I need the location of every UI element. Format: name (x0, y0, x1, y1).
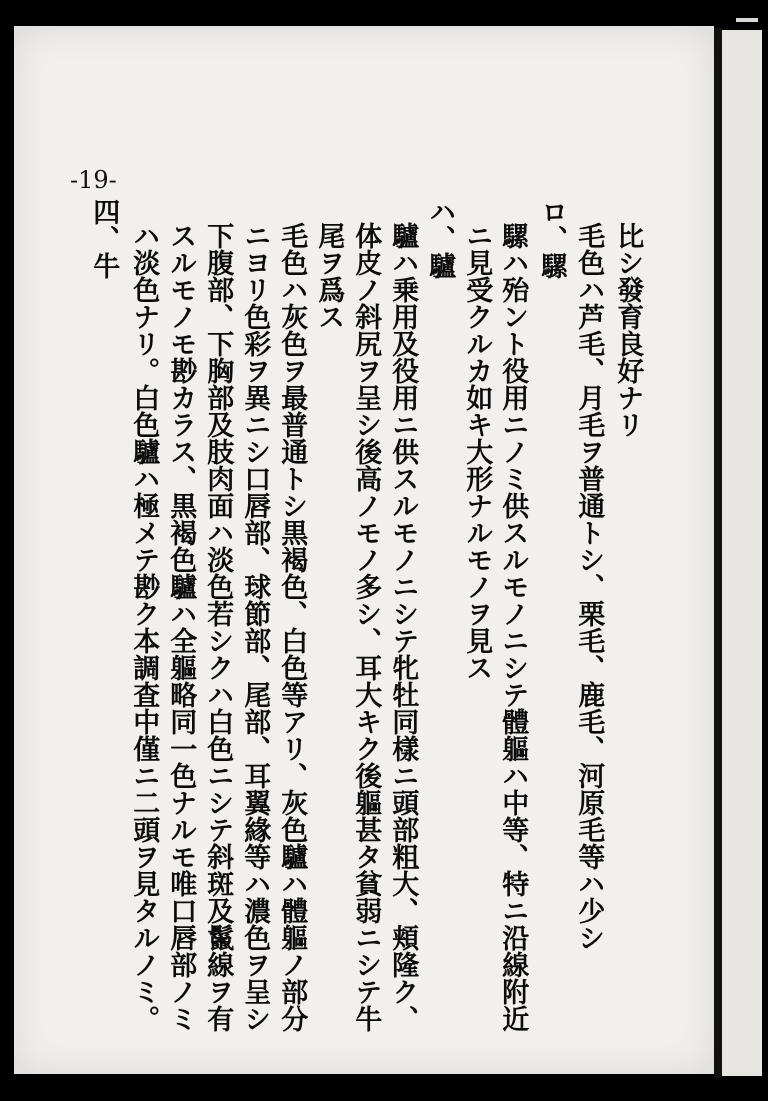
section-heading-ro: ロ、騾 (536, 198, 568, 279)
text-column-5: ニ見受クルカ如キ大形ナルモノヲ見ス (461, 222, 493, 681)
page-number: -19- (70, 166, 117, 194)
adjacent-page-strip (722, 30, 762, 1076)
text-column-1: 比シ發育良好ナリ (612, 222, 644, 438)
text-column-12: 下腹部、下胸部及肢肉面ハ淡色若シクハ白色ニシテ斜斑及鬣線ヲ有 (202, 222, 234, 1032)
text-column-10: 毛色ハ灰色ヲ最普通トシ黒褐色、白色等アリ、灰色驢ハ體軀ノ部分 (276, 222, 308, 1032)
text-column-9: 尾ヲ爲ス (313, 222, 345, 330)
text-column-4: 騾ハ殆ント役用ニノミ供スルモノニシテ體軀ハ中等、特ニ沿線附近 (497, 222, 529, 1032)
text-column-14: ハ淡色ナリ。白色驢ハ極メテ尠ク本調査中僅ニ二頭ヲ見タルノミ。 (128, 222, 160, 1032)
text-column-2: 毛色ハ芦毛、月毛ヲ普通トシ、栗毛、鹿毛、河原毛等ハ少シ (573, 222, 605, 951)
page-binding-edge (714, 28, 722, 1078)
text-column-11: ニヨリ色彩ヲ異ニシ口唇部、球節部、尾部、耳翼緣等ハ濃色ヲ呈シ (239, 222, 271, 1032)
text-column-7: 驢ハ乗用及役用ニ供スルモノニシテ牝牡同樣ニ頭部粗大、頬隆ク、 (387, 222, 419, 1032)
section-heading-ha: ハ、驢 (424, 198, 456, 279)
text-column-13: スルモノモ尠カラス、黒褐色驢ハ全軀略同一色ナルモ唯口唇部ノミ (165, 222, 197, 1032)
text-column-8: 体皮ノ斜尻ヲ呈シ後高ノモノ多シ、耳大キク後軀甚タ貧弱ニシテ牛 (350, 222, 382, 1032)
scan-edge-mark (736, 18, 758, 22)
section-heading-shi: 四、牛 (88, 198, 120, 279)
